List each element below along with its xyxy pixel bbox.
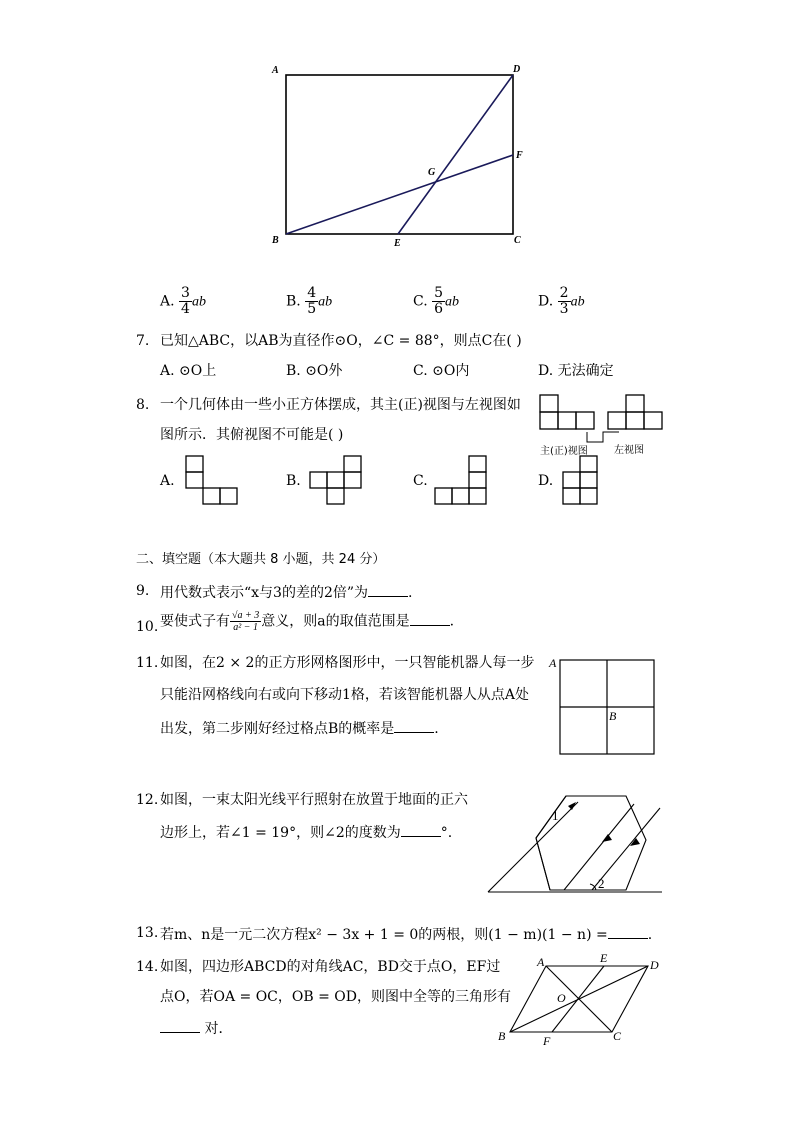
q8-option-b-figure[interactable] (308, 454, 364, 508)
label-g: G (428, 167, 436, 178)
left-view-figure (606, 393, 668, 433)
q10-fraction: $\frac{√a + 3}{\text{a² − 1}}$ (232, 610, 260, 633)
q6-option-d[interactable]: D. $\frac{2}{3}$ ab (538, 285, 585, 317)
q14-line3: 对． (160, 1018, 232, 1038)
q8-option-a-label[interactable]: A. (160, 473, 175, 489)
q14-parallelogram-figure (494, 950, 666, 1048)
q12-number: 12. (136, 792, 159, 808)
q11-label-b: B (609, 709, 617, 723)
q13-answer-blank[interactable] (608, 924, 648, 939)
q11-line3: 出发，第二步刚好经过格点B的概率是 . (160, 718, 439, 738)
arrow-1-icon (568, 802, 576, 810)
q14-line1: 如图，四边形ABCD的对角线AC，BD交于点O，EF过 (160, 959, 501, 975)
q7-number: 7. (136, 333, 150, 349)
q8-option-d-figure[interactable] (561, 454, 617, 508)
q8-option-d-label[interactable]: D. (538, 473, 554, 489)
q7-text: 已知△ABC，以AB为直径作⊙O，∠C = 88°，则点C在( ) (160, 333, 522, 349)
fraction: $\frac{4}{5}$ (307, 285, 317, 317)
fraction: $\frac{5}{6}$ (434, 285, 444, 317)
q14-label-a: A (537, 955, 545, 969)
q13-number: 13. (136, 925, 159, 941)
rectangle-abcd (286, 75, 513, 234)
q9-answer-blank[interactable] (368, 582, 408, 597)
front-view-figure (538, 393, 598, 433)
q14-label-c: C (613, 1029, 622, 1043)
q12-answer-blank[interactable] (401, 822, 441, 837)
q14-number: 14. (136, 959, 159, 975)
label-b: B (272, 235, 279, 246)
q11-number: 11. (136, 655, 159, 671)
line-bf (286, 155, 513, 234)
q8-option-c-figure[interactable] (433, 454, 489, 508)
q14-answer-blank[interactable] (160, 1018, 200, 1033)
arrow-2-icon (602, 834, 612, 842)
front-view-label: 主(正)视图 (540, 446, 588, 457)
q8-option-c-label[interactable]: C. (413, 473, 428, 489)
fraction: $\frac{3}{4}$ (181, 285, 190, 317)
q11-answer-blank[interactable] (394, 718, 434, 733)
q7-option-c[interactable]: C. ⊙O内 (413, 363, 470, 379)
q11-grid-figure (546, 654, 660, 758)
q14-label-o: O (557, 991, 566, 1005)
q7-option-b[interactable]: B. ⊙O外 (286, 363, 343, 379)
q12-label-2: 2 (598, 876, 605, 891)
q11-line2: 只能沿网格线向右或向下移动1格，若该智能机器人从点A处 (160, 687, 530, 703)
q14-label-d: D (650, 958, 659, 972)
q14-label-b: B (498, 1029, 506, 1043)
line-ed (398, 75, 513, 234)
q12-hexagon-figure (484, 786, 666, 898)
rectangle-figure (262, 60, 532, 255)
q10-number: 10. (136, 619, 159, 635)
q14-line2: 点O，若OA = OC，OB = OD，则图中全等的三角形有 (160, 989, 511, 1005)
q9-text: 用代数式表示“x与3的差的2倍”为 . (160, 582, 412, 602)
q7-option-a[interactable]: A. ⊙O上 (160, 363, 217, 379)
fraction: $\frac{2}{3}$ (559, 285, 569, 317)
q11-label-a: A (549, 656, 557, 670)
section-2-title: 二、填空题（本大题共 8 小题，共 24 分） (136, 552, 386, 567)
q8-option-b-label[interactable]: B. (286, 473, 301, 489)
q14-label-f: F (543, 1034, 551, 1048)
left-view-label: 左视图 (614, 445, 644, 456)
q13-text: 若m、n是一元二次方程x² − 3x + 1 = 0的两根，则(1 − m)(1 − n) = . (160, 924, 652, 944)
q10-answer-blank[interactable] (410, 611, 450, 626)
label-c: C (514, 235, 521, 246)
q14-label-e: E (600, 951, 608, 965)
q6-option-a[interactable]: A. $\frac{3}{4}$ ab (160, 285, 206, 317)
q8-number: 8. (136, 397, 150, 413)
q12-label-1: 1 (552, 808, 559, 823)
q9-number: 9. (136, 583, 150, 599)
q6-option-b[interactable]: B. $\frac{4}{5}$ ab (286, 285, 333, 317)
q12-line2: 边形上，若∠1 = 19°，则∠2的度数为 °. (160, 822, 452, 842)
q8-option-a-figure[interactable] (184, 454, 240, 508)
q8-line1: 一个几何体由一些小正方体摆成，其主(正)视图与左视图如 (160, 397, 521, 413)
q10-text: 要使式子有 $\frac{√a + 3}{\text{a² − 1}}$ 意义，则a的取值范围是 . (160, 610, 455, 633)
label-f: F (516, 150, 523, 161)
q11-line1: 如图，在2 × 2的正方形网格图形中，一只智能机器人每一步 (160, 655, 535, 671)
q7-option-d[interactable]: D. 无法确定 (538, 363, 614, 379)
q6-option-c[interactable]: C. $\frac{5}{6}$ ab (413, 285, 460, 317)
label-e: E (394, 238, 401, 249)
q8-line2: 图所示．其俯视图不可能是( ) (160, 427, 344, 443)
label-d: D (513, 64, 521, 75)
label-a: A (272, 65, 279, 76)
q12-line1: 如图，一束太阳光线平行照射在放置于地面的正六 (160, 792, 468, 808)
